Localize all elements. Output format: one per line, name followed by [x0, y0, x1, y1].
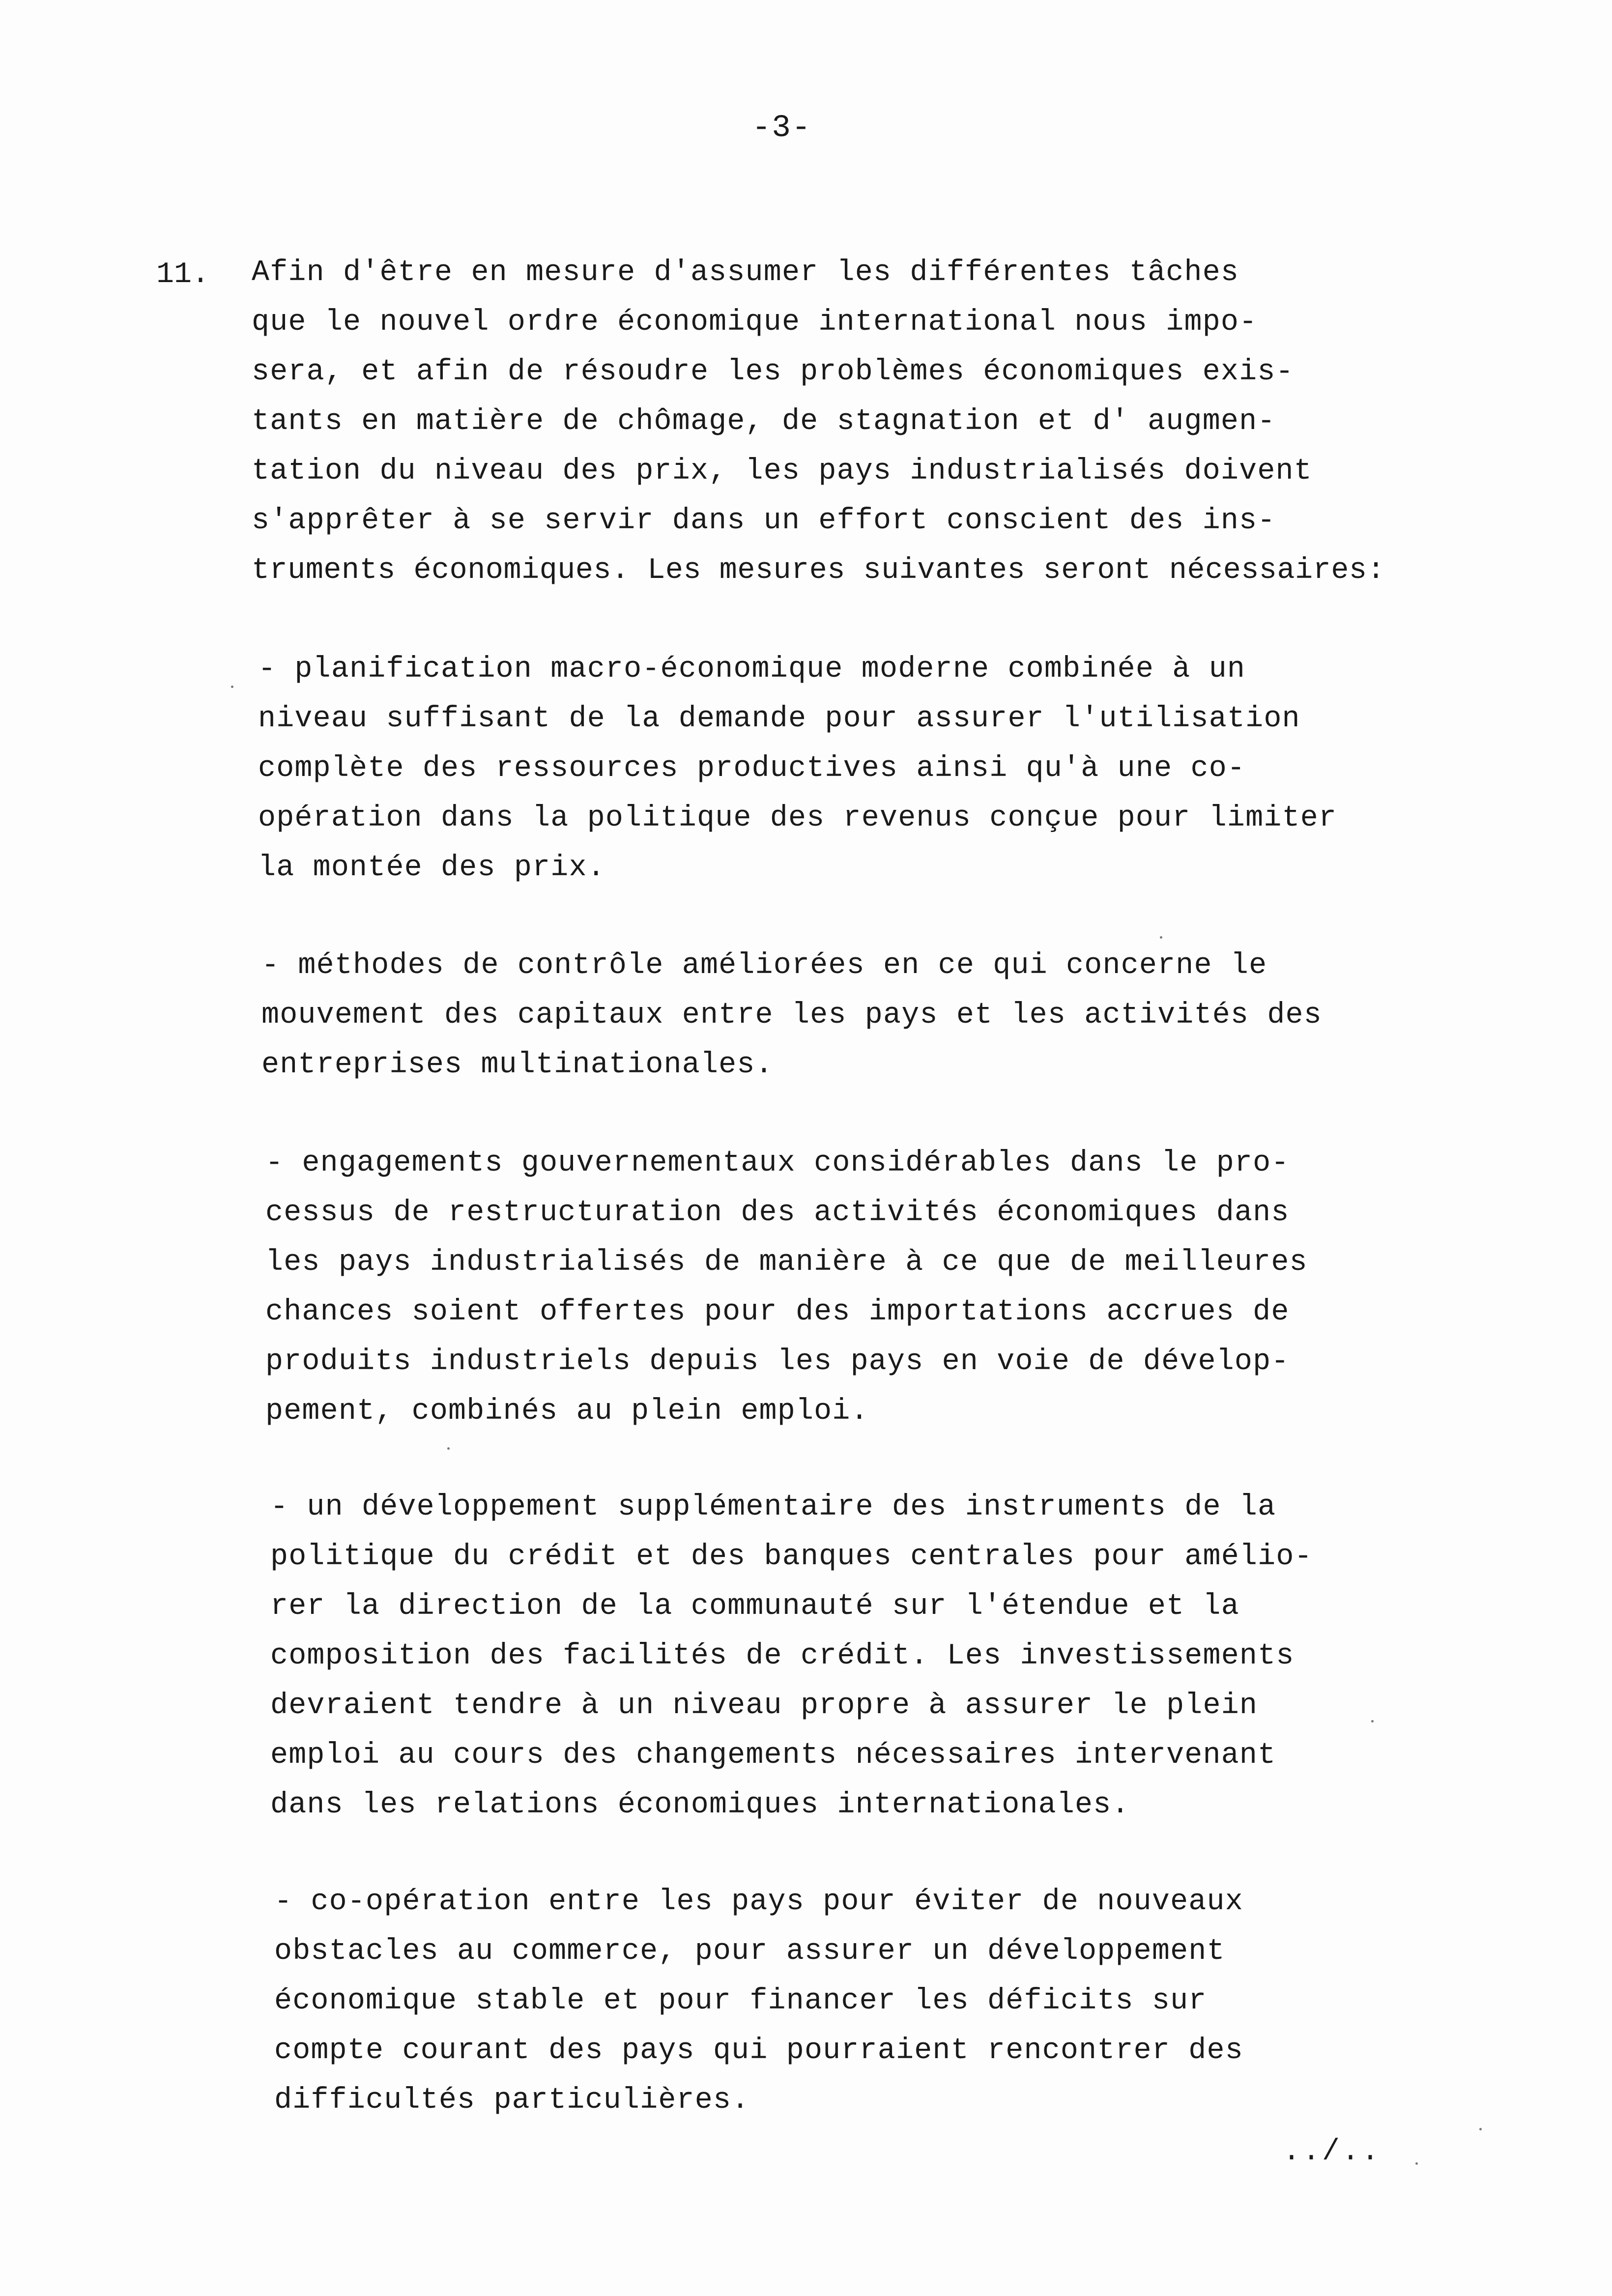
scan-speck — [1415, 2162, 1418, 2165]
measure-line: difficultés particulières. — [274, 2084, 750, 2117]
paragraph-line: tants en matière de chômage, de stagnation et d' augmen- — [252, 405, 1276, 438]
measure-line: pement, combinés au plein emploi. — [265, 1395, 869, 1428]
measure-line: chances soient offertes pour des importations accrues de — [265, 1295, 1290, 1329]
measure-line: - planification macro-économique moderne combinée à un — [258, 653, 1246, 686]
measure-line: cessus de restructuration des activités économiques dans — [265, 1196, 1290, 1230]
paragraph-line: tation du niveau des prix, les pays industrialisés doivent — [252, 455, 1312, 488]
measure-line: - co-opération entre les pays pour éviter de nouveaux — [274, 1885, 1243, 1919]
measure-line: rer la direction de la communauté sur l'étendue et la — [270, 1590, 1239, 1623]
paragraph-line: s'apprêter à se servir dans un effort conscient des ins- — [252, 504, 1276, 538]
paragraph-line: Afin d'être en mesure d'assumer les différentes tâches — [252, 256, 1239, 289]
measure-line: niveau suffisant de la demande pour assurer l'utilisation — [258, 702, 1300, 736]
measure-line: emploi au cours des changements nécessaires intervenant — [270, 1739, 1276, 1772]
measure-line: composition des facilités de crédit. Les investissements — [270, 1639, 1295, 1673]
measure-line: obstacles au commerce, pour assurer un développement — [274, 1935, 1225, 1968]
measure-line: - engagements gouvernementaux considérables dans le pro- — [265, 1147, 1290, 1180]
measure-line: - méthodes de contrôle améliorées en ce qui concerne le — [261, 949, 1267, 982]
scan-speck — [1160, 936, 1162, 939]
measure-line: produits industriels depuis les pays en voie de dévelop- — [265, 1345, 1290, 1378]
scan-speck — [1371, 1720, 1374, 1722]
paragraph-line: sera, et afin de résoudre les problèmes économiques exis- — [252, 355, 1294, 389]
measure-line: entreprises multinationales. — [261, 1048, 774, 1082]
measure-line: politique du crédit et des banques centrales pour amélio- — [270, 1540, 1313, 1574]
scan-speck — [231, 686, 233, 688]
measure-line: mouvement des capitaux entre les pays et les activités des — [261, 999, 1322, 1032]
measure-line: complète des ressources productives ainsi qu'à une co- — [258, 752, 1246, 785]
measure-line: les pays industrialisés de manière à ce que de meilleures — [265, 1246, 1308, 1279]
measure-line: compte courant des pays qui pourraient rencontrer des — [274, 2034, 1243, 2067]
paragraph-line: truments économiques. Les mesures suivantes seront nécessaires: — [252, 554, 1385, 587]
paragraph-line: que le nouvel ordre économique international nous impo- — [252, 306, 1258, 339]
scan-speck — [447, 1447, 450, 1450]
measure-line: devraient tendre à un niveau propre à assurer le plein — [270, 1689, 1258, 1722]
page-number: -3- — [752, 111, 812, 146]
measure-line: économique stable et pour financer les déficits sur — [274, 1984, 1207, 2018]
measure-line: opération dans la politique des revenus conçue pour limiter — [258, 802, 1337, 835]
measure-line: la montée des prix. — [258, 851, 605, 885]
scan-speck — [1479, 2128, 1482, 2130]
measure-line: - un développement supplémentaire des instruments de la — [270, 1491, 1276, 1524]
continuation-mark: ../.. — [1283, 2135, 1382, 2169]
paragraph-number: 11. — [156, 258, 210, 291]
measure-line: dans les relations économiques internationales. — [270, 1788, 1130, 1822]
